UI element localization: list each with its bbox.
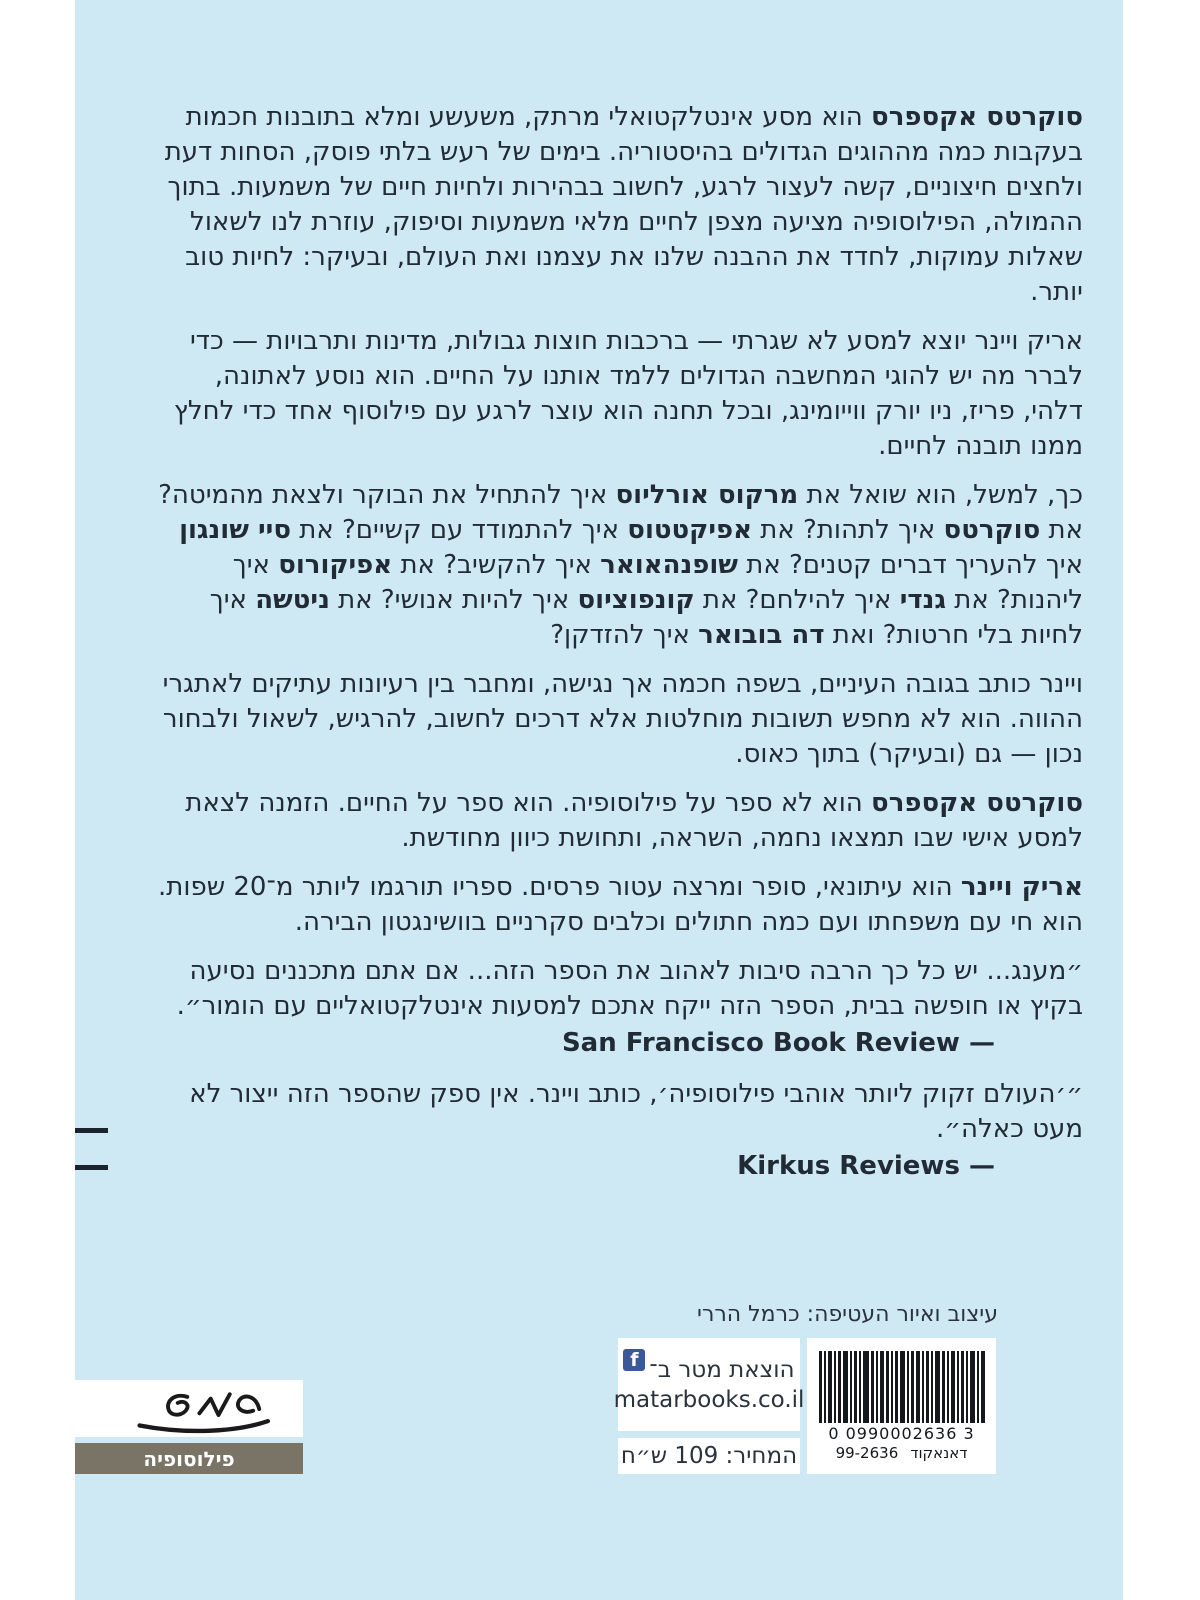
review-quote-source: — Kirkus Reviews: [737, 1151, 995, 1181]
publisher-website-box: [613, 1338, 805, 1431]
body-paragraphs: [155, 100, 1083, 1200]
body-paragraph: סוקרטס אקספרס הוא מסע אינטלקטואלי מרתק, משעשע ומלא בתובנות חכמות בעקבות כמה מההוגים הגדולים בהיסטוריה. בימים של רעש בלתי פוסק, הסחות דעת ולחצים חיצוניים, קשה לעצור לרגע, לחשוב בבהירות ולחיות חיים של משמעות. בתוך ההמולה, הפילוסופיה מציעה מצפן לחיים מלאי משמעות וסיפוק, עוזרת לנו לשאול שאלות עמוקות, לחדד את ההבנה שלנו את עצמנו ואת העולם, ובעיקר: לחיות טוב יותר.: [164, 102, 1083, 307]
body-paragraph: ויינר כותב בגובה העיניים, בשפה חכמה אך נגישה, ומחבר בין רעיונות עתיקים לאתגרי ההווה. הוא לא מחפש תשובות מוחלטות אלא דרכים לחשוב, להרגיש, לשאול ולבחור נכון — גם (ובעיקר) בתוך כאוס.: [162, 669, 1083, 769]
book-back-cover: [75, 0, 1123, 1600]
review-quote: ״מענג... יש כל כך הרבה סיבות לאהוב את הספר הזה... אם אתם מתכננים נסיעה בקיץ או חופשה בבית, הספר הזה ייקח אתכם למסעות אינטלקטואליים עם הומור״.: [176, 956, 1083, 1021]
facebook-icon: f: [623, 1349, 645, 1371]
danacode-line: [836, 1444, 968, 1462]
registration-mark: [75, 1128, 108, 1133]
body-paragraph: סוקרטס אקספרס הוא לא ספר על פילוסופיה. הוא ספר על החיים. הזמנה לצאת למסע אישי שבו תמצאו נחמה, השראה, ותחושת כיוון מחודשת.: [185, 788, 1083, 853]
danacode-label: דאנאקוד: [910, 1443, 968, 1462]
price-label: המחיר: 109 ש״ח: [620, 1443, 798, 1469]
body-paragraph: כך, למשל, הוא שואל את מרקוס אורליוס איך להתחיל את הבוקר ולצאת מהמיטה? את סוקרטס איך לתהות? את אפיקטטוס איך להתמודד עם קשיים? את סיי שונגון איך להעריך דברים קטנים? את שופנהאואר איך להקשיב? את אפיקורוס איך ליהנות? את גנדי איך להילחם? את קונפוציוס איך להיות אנושי? את ניטשה איך לחיות בלי חרטות? ואת דה בובואר איך להזדקן?: [158, 480, 1083, 650]
matar-logo-box: [75, 1380, 303, 1437]
body-paragraph: אריק ויינר הוא עיתונאי, סופר ומרצה עטור פרסים. ספריו תורגמו ליותר מ־20 שפות. הוא חי עם משפחתו ועם כמה חתולים וכלבים סקרניים בוושינגטון הבירה.: [158, 872, 1083, 937]
body-paragraph: אריק ויינר יוצא למסע לא שגרתי — ברכבות חוצות גבולות, מדינות ותרבויות — כדי לברר מה יש להוגי המחשבה הגדולים ללמד אותנו על החיים. הוא נוסע לאתונה, דלהי, פריז, ניו יורק ווייומינג, ובכל תחנה הוא עוצר לרגע עם פילוסוף אחד כדי לחלץ ממנו תובנה לחיים.: [173, 326, 1083, 461]
barcode-box: [807, 1338, 996, 1474]
danacode-value: 99-2636: [835, 1443, 899, 1462]
publisher-facebook-text: הוצאת מטר ב־: [649, 1356, 795, 1383]
publisher-website-url: matarbooks.co.il: [613, 1386, 805, 1413]
barcode-image: [819, 1351, 985, 1423]
price-box: [618, 1438, 800, 1474]
review-quote: ״׳העולם זקוק ליותר אוהבי פילוסופיה׳, כותב ויינר. אין ספק שהספר הזה ייצור לא מעט כאלה״.: [189, 1079, 1083, 1144]
publisher-facebook-line: [623, 1348, 795, 1383]
registration-mark: [75, 1165, 108, 1170]
category-label: פילוסופיה: [143, 1446, 235, 1471]
barcode-number: 0 0990002636 3: [828, 1423, 975, 1443]
cover-design-credit: עיצוב ואיור העטיפה: כרמל הררי: [697, 1302, 998, 1327]
matar-logo: [84, 1383, 294, 1435]
category-bar: [75, 1443, 303, 1474]
review-quote-source: — San Francisco Book Review: [561, 1028, 995, 1058]
